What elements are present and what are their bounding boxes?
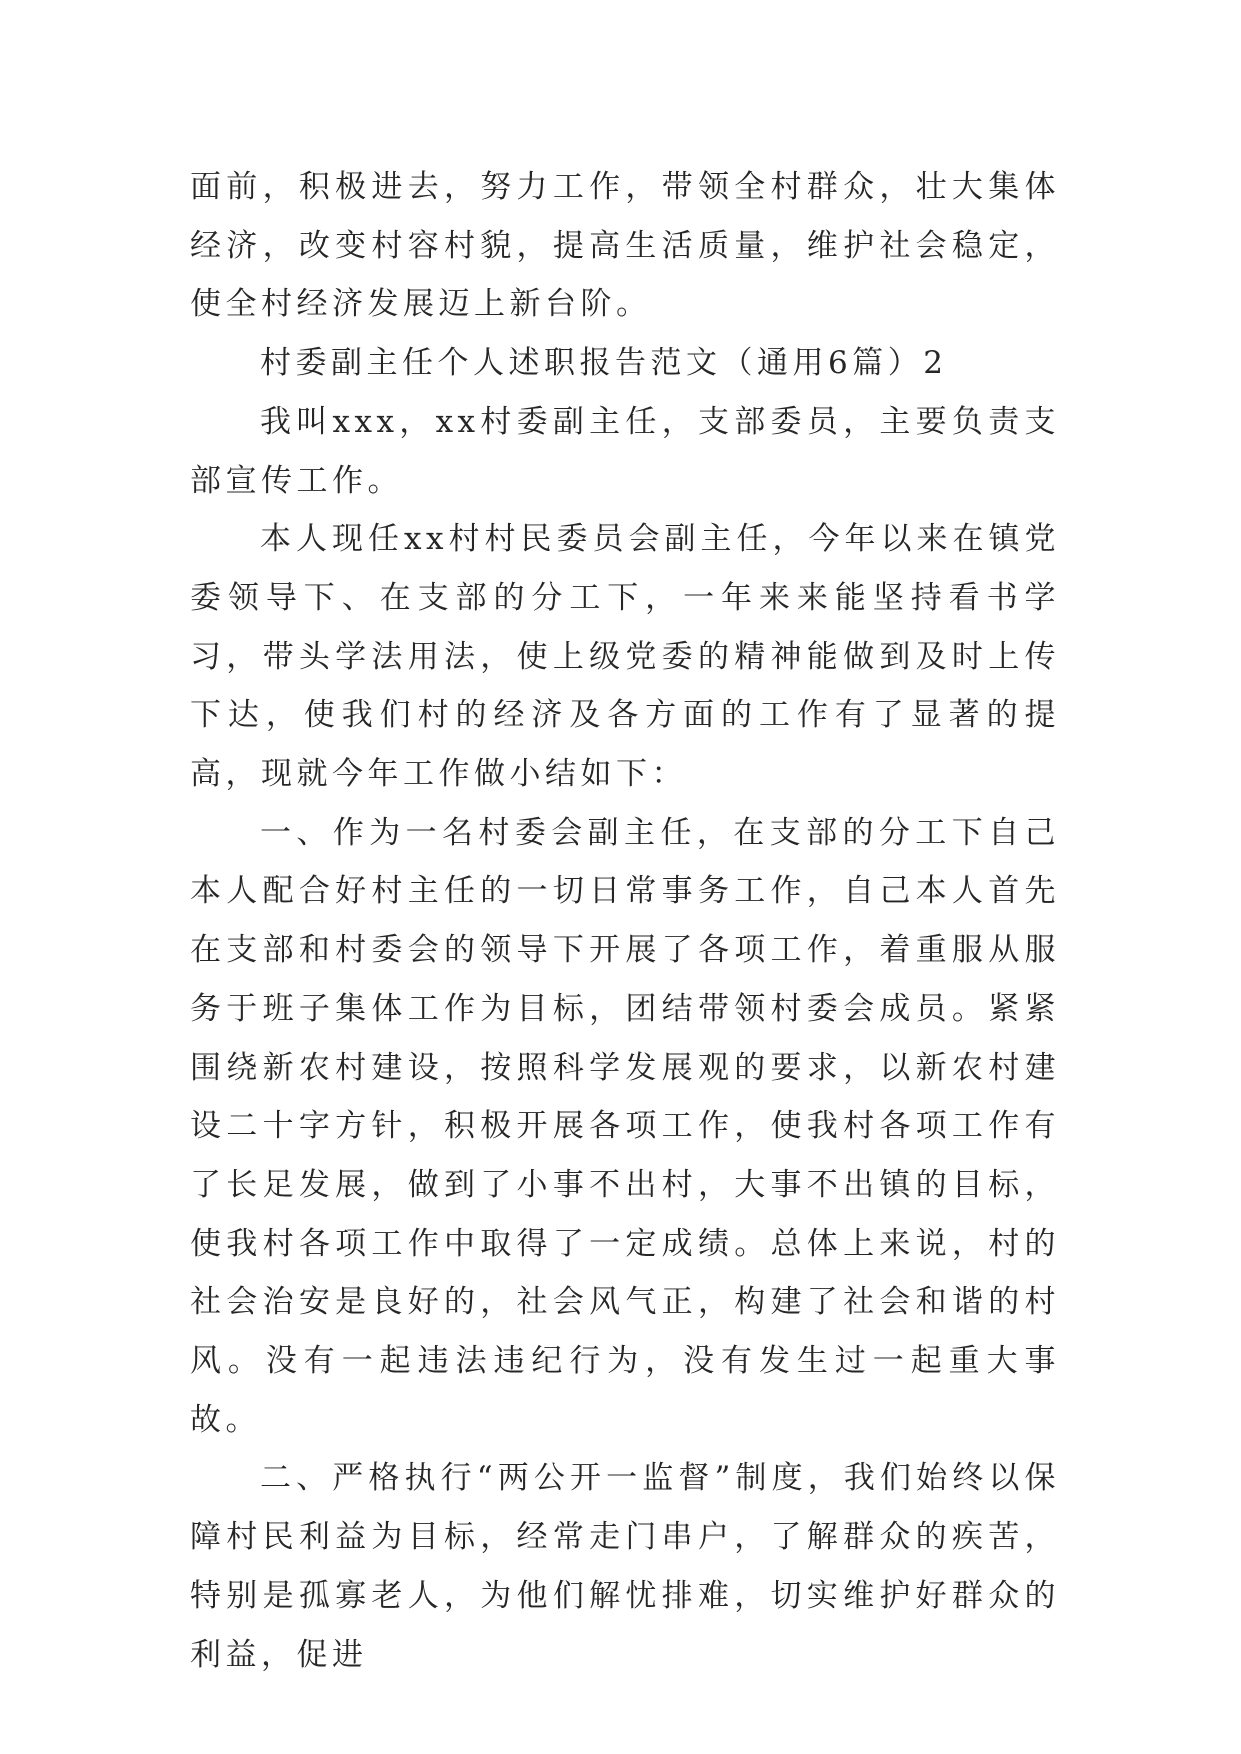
paragraph-point-one: 一、作为一名村委会副主任，在支部的分工下自己本人配合好村主任的一切日常事务工作，自己本人首先在支部和村委会的领导下开展了各项工作，着重服从服务于班子集体工作为目标，团结带领村委会成员。紧紧围绕新农村建设，按照科学发展观的要求，以新农村建设二十字方针，积极开展各项工作，使我村各项工作有了长足发展，做到了小事不出村，大事不出镇的目标，使我村各项工作中取得了一定成绩。总体上来说，村的社会治安是良好的，社会风气正，构建了社会和谐的村风。没有一起违法违纪行为，没有发生过一起重大事故。 bbox=[190, 814, 1060, 1438]
document-body bbox=[190, 158, 1060, 1684]
paragraph-intro: 我叫xxx，xx村委副主任，支部委员，主要负责支部宣传工作。 bbox=[190, 403, 1060, 499]
section-heading: 村委副主任个人述职报告范文（通用6篇）2 bbox=[260, 345, 948, 382]
paragraph-position: 本人现任xx村村民委员会副主任，今年以来在镇党委领导下、在支部的分工下，一年来来能坚持看书学习，带头学法用法，使上级党委的精神能做到及时上传下达，使我们村的经济及各方面的工作有了显著的提高，现就今年工作做小结如下： bbox=[190, 521, 1060, 793]
paragraph-continuation: 面前，积极进去，努力工作，带领全村群众，壮大集体经济，改变村容村貌，提高生活质量，维护社会稳定，使全村经济发展迈上新台阶。 bbox=[190, 169, 1060, 323]
paragraph-point-two: 二、严格执行“两公开一监督”制度，我们始终以保障村民利益为目标，经常走门串户，了解群众的疾苦，特别是孤寡老人，为他们解忧排难，切实维护好群众的利益，促进 bbox=[190, 1460, 1060, 1673]
